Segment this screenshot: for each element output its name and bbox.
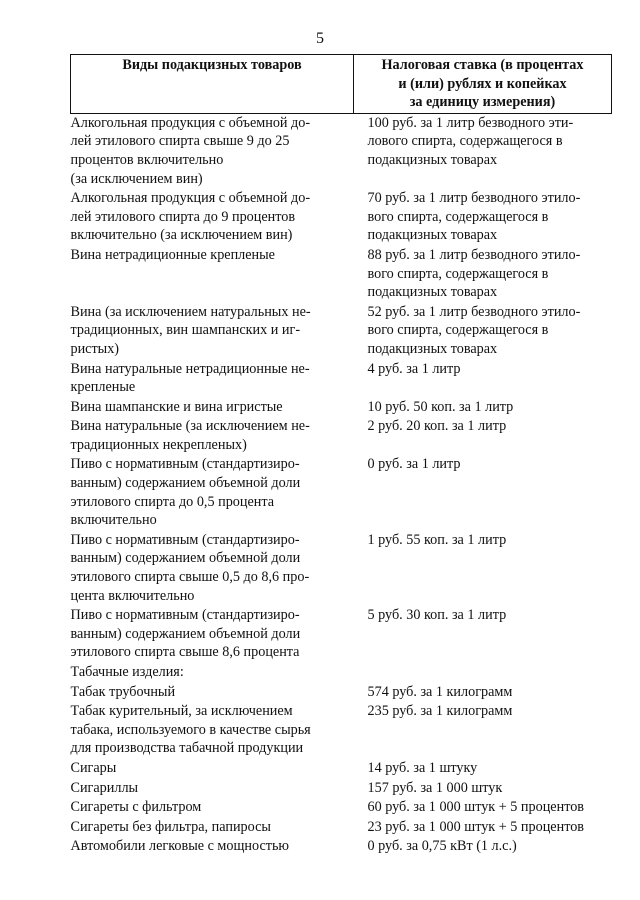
table-row [71, 837, 612, 857]
tax-rate-cell [354, 818, 612, 838]
goods-type-line: Пиво с нормативным (стандартизиро- [70, 456, 300, 473]
goods-type-line: (за исключением вин) [70, 170, 203, 187]
header-col1-text: Виды подакцизных товаров [122, 57, 302, 73]
tax-rate-line: 0 руб. за 0,75 кВт (1 л.с.) [367, 838, 517, 855]
goods-type-line: ванным) содержанием объемной доли [70, 550, 301, 567]
tax-rate-cell [354, 303, 612, 360]
goods-type-line: включительно (за исключением вин) [70, 227, 293, 244]
tax-rate-line: 1 руб. 55 коп. за 1 литр [367, 531, 507, 548]
tax-rate-cell [354, 531, 612, 606]
tax-rate-line: подакцизных товарах [367, 227, 498, 244]
tax-rate-cell [354, 360, 612, 398]
goods-type-line: Табак курительный, за исключением [70, 703, 293, 720]
goods-type-line: цента включительно [70, 587, 195, 604]
goods-type-cell [71, 417, 354, 455]
tax-rate-line: вого спирта, содержащегося в [367, 265, 549, 282]
goods-type-cell [71, 303, 354, 360]
tax-rate-line: 60 руб. за 1 000 штук + 5 процентов [367, 799, 585, 816]
table-row [71, 303, 612, 360]
table-row [71, 398, 612, 418]
goods-type-line: лей этилового спирта свыше 9 до 25 [70, 133, 290, 150]
goods-type-cell [71, 189, 354, 246]
tax-rate-cell [354, 798, 612, 818]
tax-rate-cell [354, 417, 612, 455]
goods-type-line: Вина шампанские и вина игристые [70, 398, 283, 415]
goods-type-line: Вина натуральные (за исключением не- [70, 418, 310, 435]
goods-type-cell [71, 606, 354, 663]
goods-type-cell [71, 246, 354, 303]
goods-type-line: для производства табачной продукции [70, 740, 304, 757]
tax-rate-cell [354, 455, 612, 530]
table-row [71, 531, 612, 606]
table-row [71, 759, 612, 779]
goods-type-cell [71, 455, 354, 530]
table-header-row [71, 55, 612, 114]
tax-rate-line: 574 руб. за 1 килограмм [367, 683, 513, 700]
goods-type-line: Табак трубочный [70, 683, 176, 700]
goods-type-cell [71, 798, 354, 818]
tax-rate-line: 88 руб. за 1 литр безводного этило- [367, 246, 581, 263]
tax-rate-line: подакцизных товарах [367, 284, 498, 301]
goods-type-line: ванным) содержанием объемной доли [70, 475, 301, 492]
header-tax-rate [354, 55, 612, 114]
tax-rate-line: 0 руб. за 1 литр [367, 456, 461, 473]
goods-type-line: Сигары [70, 759, 117, 776]
table-row [71, 246, 612, 303]
tax-rate-line: подакцизных товарах [367, 340, 498, 357]
tax-rate-line: 5 руб. 30 коп. за 1 литр [367, 607, 507, 624]
tax-rate-line: 157 руб. за 1 000 штук [367, 779, 503, 796]
table-row [71, 417, 612, 455]
goods-type-line: Сигареты с фильтром [70, 799, 202, 816]
table-row [71, 818, 612, 838]
tax-rate-line: подакцизных товарах [367, 151, 498, 168]
goods-type-line: ванным) содержанием объемной доли [70, 625, 301, 642]
tax-rate-cell [354, 113, 612, 189]
header-col2-line2: и (или) рублях и копейках [398, 75, 567, 92]
goods-type-cell [71, 818, 354, 838]
tax-rate-line: 70 руб. за 1 литр безводного этило- [367, 190, 581, 207]
tax-rate-cell [354, 246, 612, 303]
tax-rate-cell [354, 683, 612, 703]
tax-rate-cell [354, 663, 612, 683]
page-number: 5 [316, 30, 324, 47]
goods-type-cell [71, 759, 354, 779]
goods-type-cell [71, 683, 354, 703]
tax-rate-line: 23 руб. за 1 000 штук + 5 процентов [367, 818, 585, 835]
goods-type-cell [71, 702, 354, 759]
goods-type-line: Пиво с нормативным (стандартизиро- [70, 531, 300, 548]
tax-rate-line: 2 руб. 20 коп. за 1 литр [367, 418, 507, 435]
tax-rate-line: 14 руб. за 1 штуку [367, 759, 478, 776]
goods-type-line: Автомобили легковые с мощностью [70, 838, 290, 855]
goods-type-line: Пиво с нормативным (стандартизиро- [70, 607, 300, 624]
table-row [71, 360, 612, 398]
excise-tax-table [70, 54, 612, 857]
goods-type-line: традиционных, вин шампанских и иг- [70, 322, 301, 339]
tax-rate-cell [354, 779, 612, 799]
goods-type-line: процентов включительно [70, 151, 224, 168]
goods-type-line: этилового спирта свыше 8,6 процента [70, 644, 300, 661]
goods-type-cell [71, 113, 354, 189]
goods-type-line: Табачные изделия: [70, 664, 184, 680]
tax-rate-cell [354, 189, 612, 246]
tax-rate-line: лового спирта, содержащегося в [367, 133, 563, 150]
goods-type-line: включительно [70, 512, 157, 529]
tax-rate-line: вого спирта, содержащегося в [367, 322, 549, 339]
tax-rate-cell [354, 606, 612, 663]
goods-type-line: этилового спирта свыше 0,5 до 8,6 про- [70, 569, 310, 586]
table-row [71, 606, 612, 663]
goods-type-line: Алкогольная продукция с объемной до- [70, 190, 311, 207]
header-col2-line1: Налоговая ставка (в процентах [381, 57, 584, 73]
tax-rate-line [368, 663, 612, 682]
tax-rate-line: 235 руб. за 1 килограмм [367, 703, 513, 720]
header-goods-type [71, 55, 354, 114]
goods-type-cell [71, 398, 354, 418]
goods-type-line: ристых) [70, 340, 120, 357]
goods-type-cell [71, 837, 354, 857]
table-body [71, 113, 612, 857]
goods-type-line: Вина (за исключением натуральных не- [70, 303, 311, 320]
tax-rate-line: 100 руб. за 1 литр безводного эти- [367, 114, 574, 131]
table-row [71, 663, 612, 683]
goods-type-cell [71, 360, 354, 398]
table-row [71, 798, 612, 818]
table-row [71, 189, 612, 246]
goods-type-line: Сигариллы [70, 779, 139, 796]
table-row [71, 702, 612, 759]
goods-type-line: Алкогольная продукция с объемной до- [70, 114, 311, 131]
goods-type-line: крепленые [70, 379, 136, 396]
goods-type-line: традиционных некрепленых) [70, 436, 247, 453]
goods-type-line: Сигареты без фильтра, папиросы [70, 818, 271, 835]
goods-type-line: этилового спирта до 0,5 процента [70, 493, 275, 510]
tax-rate-cell [354, 759, 612, 779]
tax-rate-cell [354, 837, 612, 857]
table-row [71, 683, 612, 703]
tax-rate-line: 52 руб. за 1 литр безводного этило- [367, 303, 581, 320]
goods-type-line: табака, используемого в качестве сырья [70, 721, 311, 738]
tax-rate-cell [354, 702, 612, 759]
tax-rate-line: вого спирта, содержащегося в [367, 208, 549, 225]
goods-type-line: Вина нетрадиционные крепленые [70, 246, 275, 263]
tax-rate-line: 4 руб. за 1 литр [367, 360, 461, 377]
tax-rate-cell [354, 398, 612, 418]
table-row [71, 779, 612, 799]
goods-type-line: лей этилового спирта до 9 процентов [70, 208, 296, 225]
header-col2-line3: за единицу измерения) [409, 94, 556, 111]
tax-rate-line: 10 руб. 50 коп. за 1 литр [367, 398, 514, 415]
goods-type-line: Вина натуральные нетрадиционные не- [70, 360, 310, 377]
goods-type-cell [71, 779, 354, 799]
goods-type-cell [71, 663, 354, 683]
table-row [71, 113, 612, 189]
goods-type-cell [71, 531, 354, 606]
table-row [71, 455, 612, 530]
